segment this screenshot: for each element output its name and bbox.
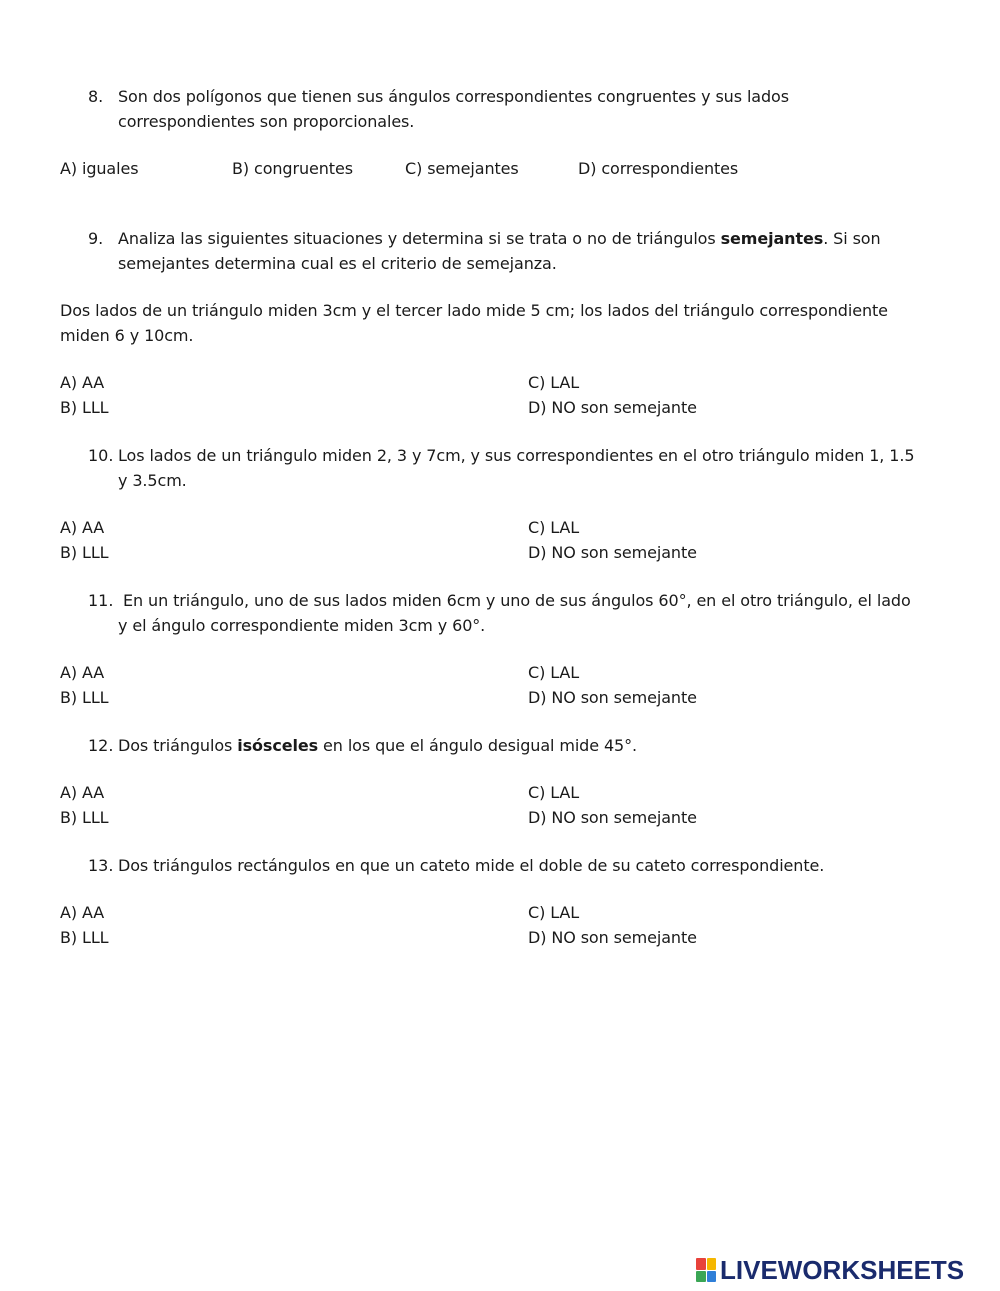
- q10-option-c[interactable]: C) LAL: [528, 518, 580, 537]
- q8-option-a[interactable]: A) iguales: [60, 159, 139, 178]
- q10-option-a[interactable]: A) AA: [60, 518, 105, 537]
- q10-text-line2: y 3.5cm.: [118, 471, 187, 490]
- q13-option-c[interactable]: C) LAL: [528, 903, 580, 922]
- q10-text-line1: Los lados de un triángulo miden 2, 3 y 7cm, y sus correspondientes en el otro triángulo miden 1, 1.5: [118, 446, 915, 465]
- q11-number: 11.: [88, 591, 114, 610]
- liveworksheets-logo: [696, 1255, 964, 1285]
- q9-text-line1: Analiza las siguientes situaciones y determina si se trata o no de triángulos semejantes. Si son: [118, 229, 881, 248]
- q11-option-b[interactable]: B) LLL: [60, 688, 109, 707]
- q8-text-line2: correspondientes son proporcionales.: [118, 112, 415, 131]
- q12-text: Dos triángulos isósceles en los que el ángulo desigual mide 45°.: [118, 736, 638, 755]
- q13-text: Dos triángulos rectángulos en que un cateto mide el doble de su cateto correspondiente.: [118, 856, 825, 875]
- q13-option-d[interactable]: D) NO son semejante: [528, 928, 697, 947]
- q10-option-d[interactable]: D) NO son semejante: [528, 543, 697, 562]
- q11-text-line1: En un triángulo, uno de sus lados miden 6cm y uno de sus ángulos 60°, en el otro triángulo, el lado: [123, 591, 911, 610]
- q9-option-b[interactable]: B) LLL: [60, 398, 109, 417]
- q13-option-b[interactable]: B) LLL: [60, 928, 109, 947]
- q11-option-d[interactable]: D) NO son semejante: [528, 688, 697, 707]
- q8-option-c[interactable]: C) semejantes: [405, 159, 519, 178]
- q8-option-d[interactable]: D) correspondientes: [578, 159, 739, 178]
- q12-option-a[interactable]: A) AA: [60, 783, 105, 802]
- q8-option-b[interactable]: B) congruentes: [232, 159, 353, 178]
- q9-option-c[interactable]: C) LAL: [528, 373, 580, 392]
- q9-situation-line2: miden 6 y 10cm.: [60, 326, 194, 345]
- q9-text-line2: semejantes determina cual es el criterio de semejanza.: [118, 254, 557, 273]
- logo-block-yellow: [707, 1258, 717, 1270]
- logo-block-red: [696, 1258, 706, 1270]
- q9-number: 9.: [88, 229, 104, 248]
- q9-bold-word: semejantes: [720, 229, 824, 248]
- q10-option-b[interactable]: B) LLL: [60, 543, 109, 562]
- logo-block-blue: [707, 1271, 717, 1283]
- q10-number: 10.: [88, 446, 114, 465]
- q11-option-c[interactable]: C) LAL: [528, 663, 580, 682]
- q12-number: 12.: [88, 736, 114, 755]
- q13-option-a[interactable]: A) AA: [60, 903, 105, 922]
- liveworksheets-logo-text: LIVEWORKSHEETS: [720, 1254, 965, 1285]
- q9-option-a[interactable]: A) AA: [60, 373, 105, 392]
- q12-bold-word: isósceles: [237, 736, 319, 755]
- q9-situation-line1: Dos lados de un triángulo miden 3cm y el tercer lado mide 5 cm; los lados del triángulo correspondiente: [60, 301, 888, 320]
- q9-option-d[interactable]: D) NO son semejante: [528, 398, 697, 417]
- q11-option-a[interactable]: A) AA: [60, 663, 105, 682]
- liveworksheets-logo-icon: [696, 1258, 716, 1282]
- q12-option-c[interactable]: C) LAL: [528, 783, 580, 802]
- logo-block-green: [696, 1271, 706, 1283]
- q13-number: 13.: [88, 856, 114, 875]
- q8-number: 8.: [88, 87, 104, 106]
- q12-option-d[interactable]: D) NO son semejante: [528, 808, 697, 827]
- q12-option-b[interactable]: B) LLL: [60, 808, 109, 827]
- q11-text-line2: y el ángulo correspondiente miden 3cm y 60°.: [118, 616, 486, 635]
- q8-text-line1: Son dos polígonos que tienen sus ángulos correspondientes congruentes y sus lados: [118, 87, 789, 106]
